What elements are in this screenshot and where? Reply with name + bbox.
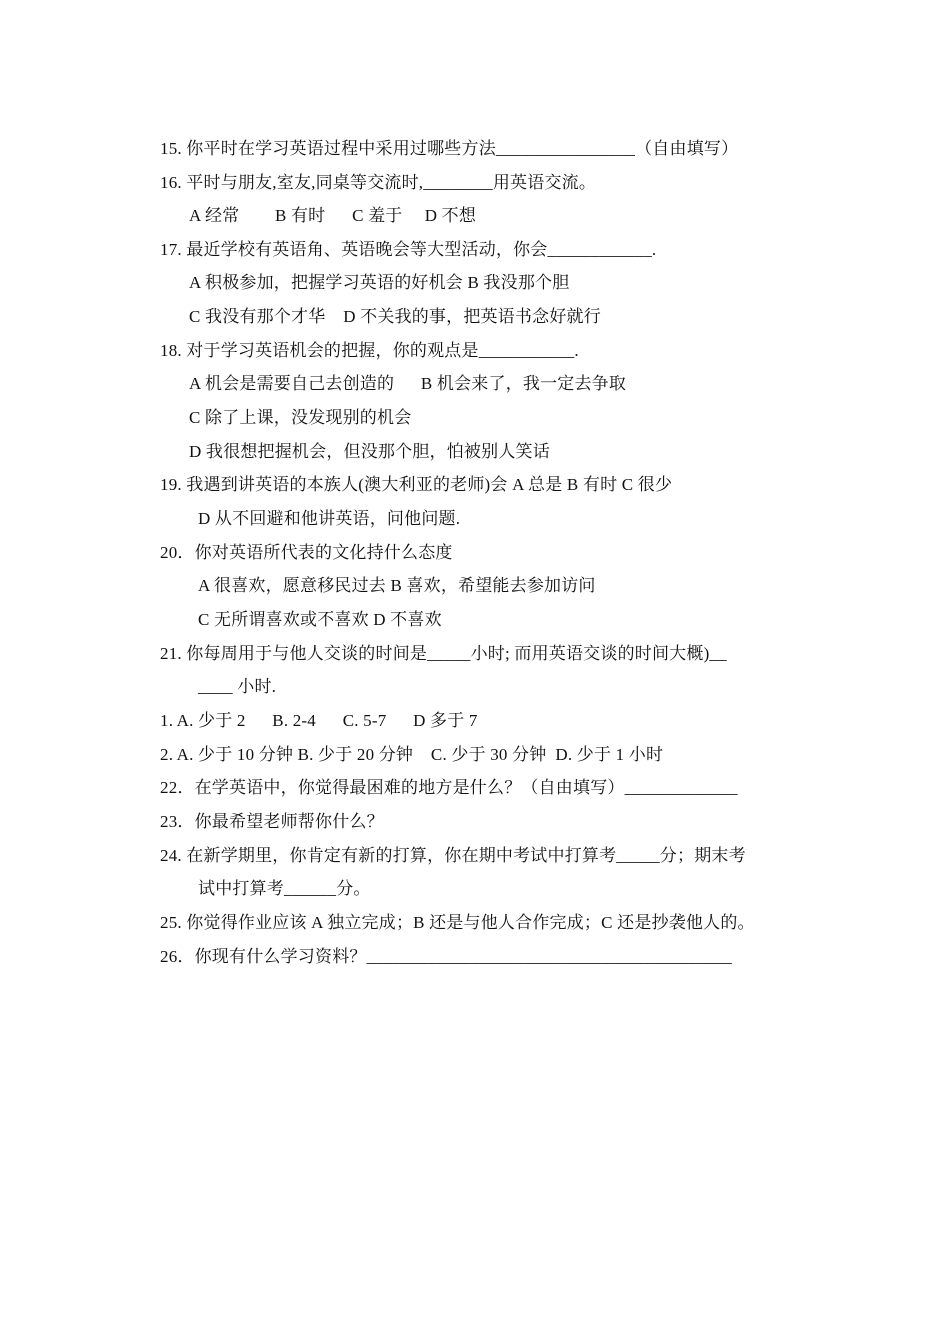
question-21-continued: ____ 小时. [198, 677, 277, 696]
question-21-subitem-1: 1. A. 少于 2 B. 2-4 C. 5-7 D 多于 7 [160, 711, 478, 730]
question-19-option-d: D 从不回避和他讲英语，问他问题. [198, 509, 461, 528]
question-24: 24. 在新学期里，你肯定有新的打算，你在期中考试中打算考_____分；期末考 [160, 846, 746, 865]
question-19: 19. 我遇到讲英语的本族人(澳大利亚的老师)会 A 总是 B 有时 C 很少 [160, 475, 673, 494]
question-20-options-ab: A 很喜欢，愿意移民过去 B 喜欢，希望能去参加访问 [198, 576, 596, 595]
question-17-options-ab: A 积极参加，把握学习英语的好机会 B 我没那个胆 [189, 273, 570, 292]
question-24-continued: 试中打算考______分。 [198, 879, 371, 898]
question-17: 17. 最近学校有英语角、英语晚会等大型活动，你会____________. [160, 240, 657, 259]
question-23: 23．你最希望老师帮你什么？ [160, 812, 384, 831]
question-18-option-d: D 我很想把握机会，但没那个胆，怕被别人笑话 [189, 442, 550, 461]
question-15: 15. 你平时在学习英语过程中采用过哪些方法________________（自由填写） [160, 139, 739, 158]
question-18-option-c: C 除了上课，没发现别的机会 [189, 408, 412, 427]
question-16-options: A 经常 B 有时 C 羞于 D 不想 [189, 206, 477, 225]
question-18-options-ab: A 机会是需要自己去创造的 B 机会来了，我一定去争取 [189, 374, 627, 393]
question-17-options-cd: C 我没有那个才华 D 不关我的事，把英语书念好就行 [189, 307, 601, 326]
question-21: 21. 你每周用于与他人交谈的时间是_____小时; 而用英语交谈的时间大概)__ [160, 644, 727, 663]
question-20-options-cd: C 无所谓喜欢或不喜欢 D 不喜欢 [198, 610, 442, 629]
question-16: 16. 平时与朋友,室友,同桌等交流时,________用英语交流。 [160, 173, 597, 192]
question-22: 22．在学英语中，你觉得最困难的地方是什么？（自由填写）_____________ [160, 778, 738, 797]
question-18: 18. 对于学习英语机会的把握，你的观点是___________. [160, 341, 579, 360]
question-21-subitem-2: 2. A. 少于 10 分钟 B. 少于 20 分钟 C. 少于 30 分钟 D. 少于 1 小时 [160, 745, 664, 764]
question-25: 25. 你觉得作业应该 A 独立完成；B 还是与他人合作完成；C 还是抄袭他人的。 [160, 913, 755, 932]
question-26: 26．你现有什么学习资料？__________________________________________ [160, 947, 732, 966]
question-20: 20．你对英语所代表的文化持什么态度 [160, 543, 453, 562]
